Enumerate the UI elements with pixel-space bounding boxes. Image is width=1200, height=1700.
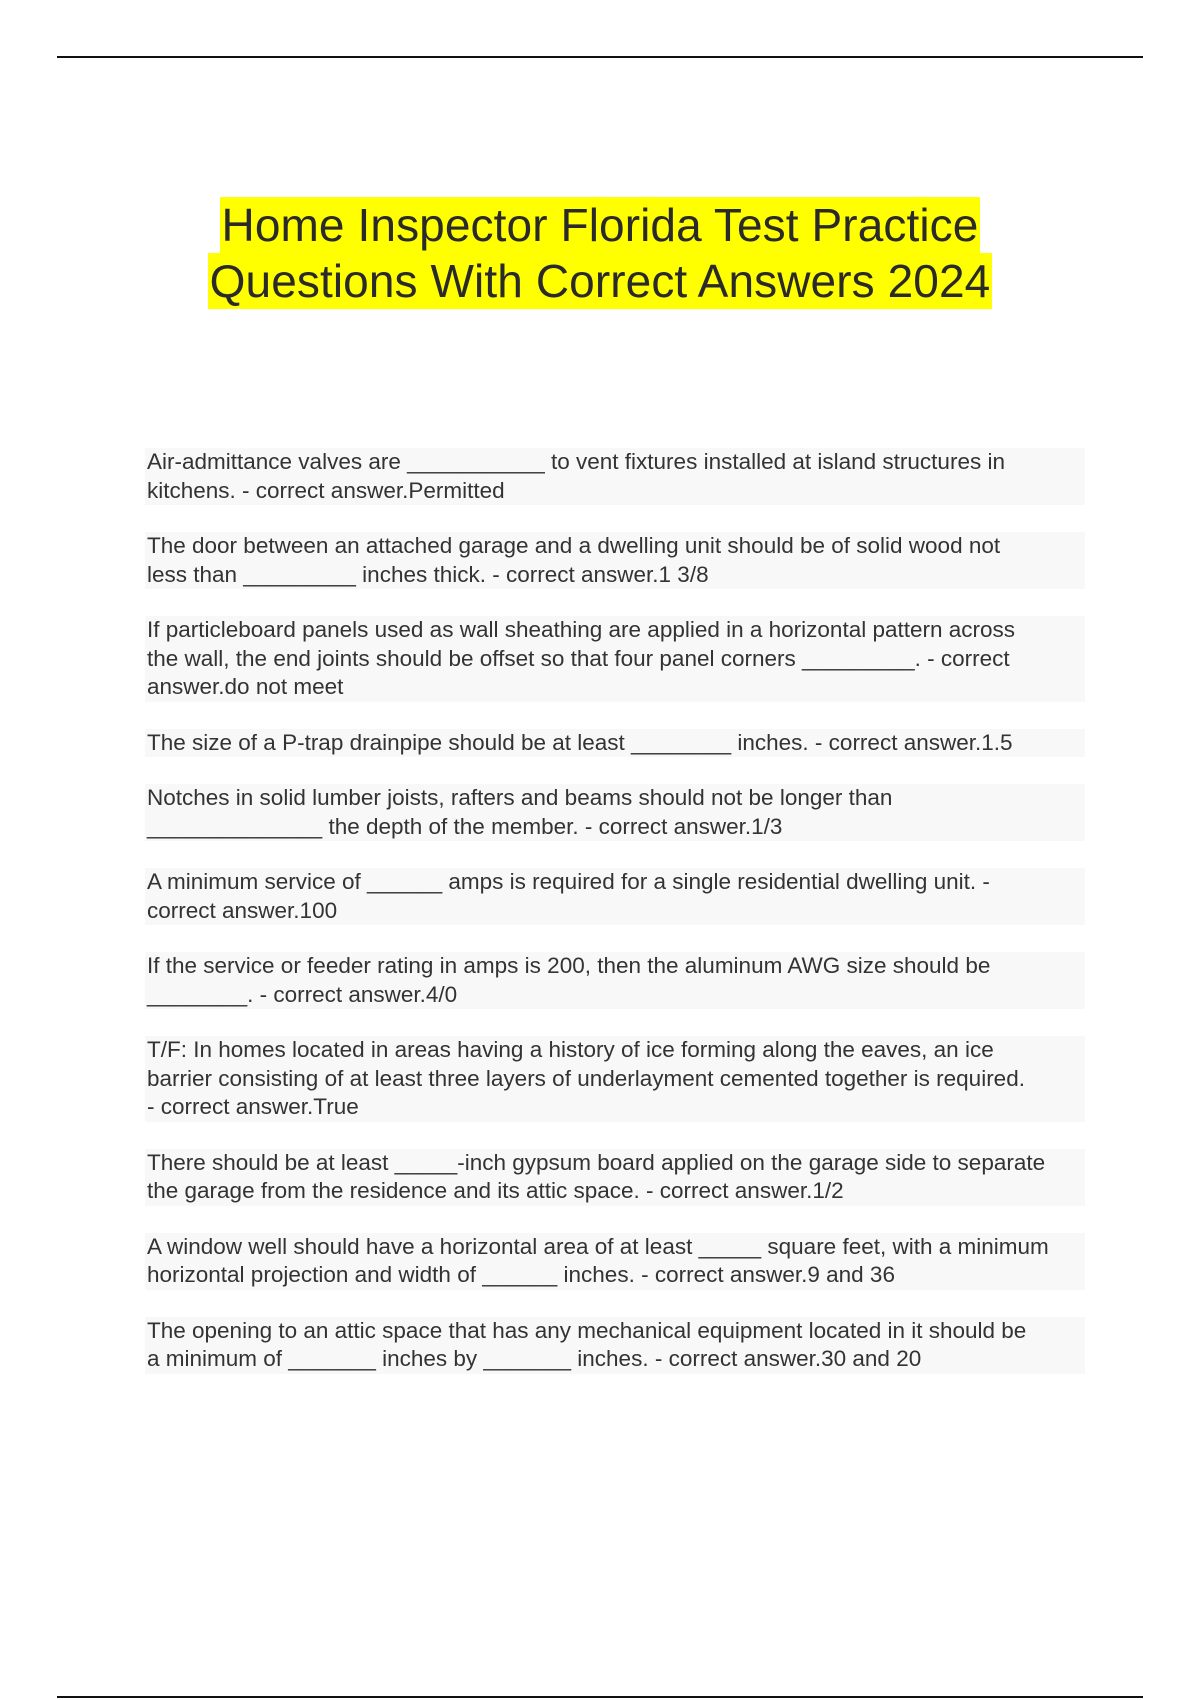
question-item: Air-admittance valves are ___________ to vent fixtures installed at island structures in kitchens. - correct answer.Permitted xyxy=(145,448,1085,505)
title-line-1: Home Inspector Florida Test Practice xyxy=(221,199,979,251)
question-item: There should be at least _____-inch gypsum board applied on the garage side to separate the garage from the residence and its attic space. - correct answer.1/2 xyxy=(145,1149,1085,1206)
top-divider xyxy=(57,56,1143,58)
question-item: A window well should have a horizontal area of at least _____ square feet, with a minimum horizontal projection and width of ______ inches. - correct answer.9 and 36 xyxy=(145,1233,1085,1290)
question-item: The size of a P-trap drainpipe should be at least ________ inches. - correct answer.1.5 xyxy=(145,729,1085,758)
question-item: T/F: In homes located in areas having a history of ice forming along the eaves, an ice barrier consisting of at least three layers of underlayment cemented together is required. - correct answer.True xyxy=(145,1036,1085,1122)
question-item: The opening to an attic space that has any mechanical equipment located in it should be a minimum of _______ inches by _______ inches. - correct answer.30 and 20 xyxy=(145,1317,1085,1374)
document-title xyxy=(0,197,1200,309)
question-item: Notches in solid lumber joists, rafters and beams should not be longer than ______________ the depth of the member. - correct answer.1/3 xyxy=(145,784,1085,841)
question-item: A minimum service of ______ amps is required for a single residential dwelling unit. - correct answer.100 xyxy=(145,868,1085,925)
bottom-divider xyxy=(57,1696,1143,1698)
title-line-2: Questions With Correct Answers 2024 xyxy=(209,255,991,307)
question-item: If the service or feeder rating in amps is 200, then the aluminum AWG size should be ________. - correct answer.4/0 xyxy=(145,952,1085,1009)
question-list xyxy=(145,448,1085,1401)
question-item: The door between an attached garage and a dwelling unit should be of solid wood not less than _________ inches thick. - correct answer.1 3/8 xyxy=(145,532,1085,589)
question-item: If particleboard panels used as wall sheathing are applied in a horizontal pattern across the wall, the end joints should be offset so that four panel corners _________. - correct answer.do not meet xyxy=(145,616,1085,702)
